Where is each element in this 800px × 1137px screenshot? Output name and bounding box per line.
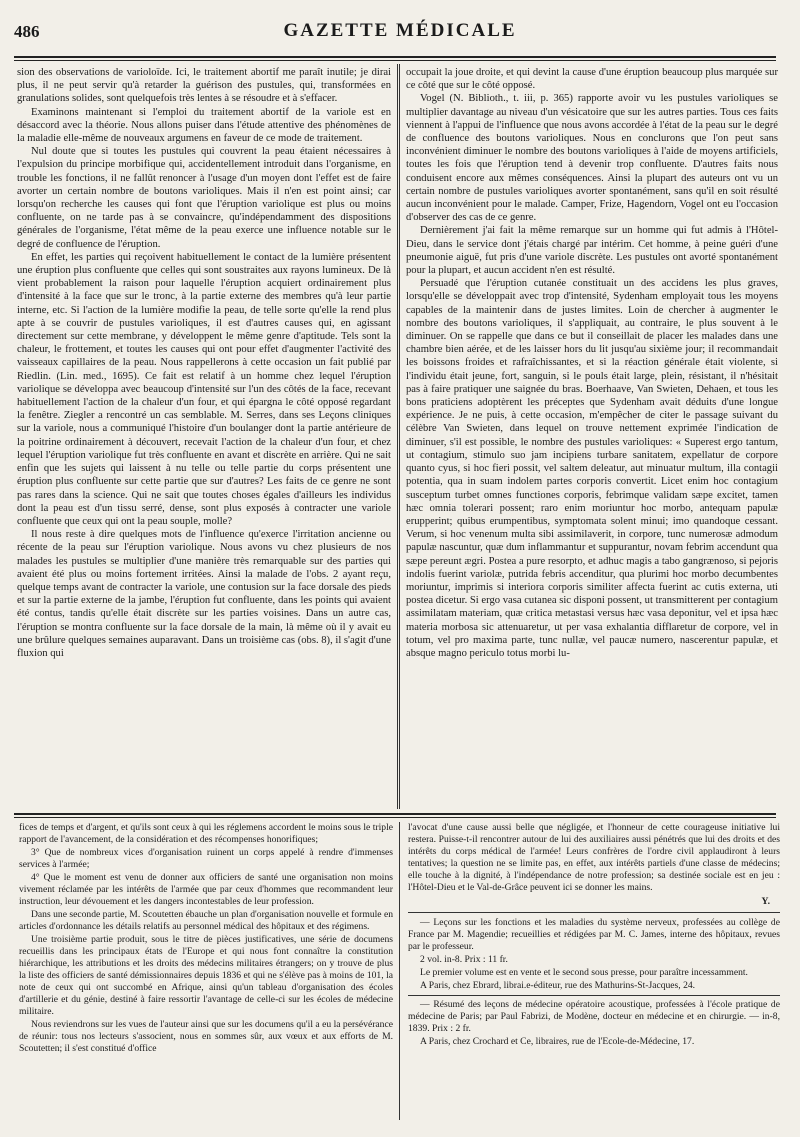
paragraph: Examinons maintenant si l'emploi du traitement abortif de la variole est en désaccord avec la théorie. Nous allons puiser dans l'étude attentive des phénomènes de la maladie elle-même de nouveaux argumens en faveur de ce mode de traitement. xyxy=(17,106,391,145)
lower-left-column xyxy=(19,822,393,1124)
bibliography-publisher: A Paris, chez Crochard et Ce, libraires, rue de l'Ecole-de-Médecine, 17. xyxy=(420,1036,695,1047)
page-header xyxy=(0,18,800,52)
author-initial: Y. xyxy=(761,896,770,907)
paragraph: 3° Que de nombreux vices d'organisation ruinent un corps appelé à rendre d'immenses services à l'armée; xyxy=(19,847,393,870)
lower-right-column xyxy=(408,822,780,1124)
paragraph: Dans une seconde partie, M. Scoutetten ébauche un plan d'organisation nouvelle et formule en articles d'ordonnance les détails relatifs au personnel médical des hôpitaux et des régimens. xyxy=(19,909,393,932)
paragraph: Dernièrement j'ai fait la même remarque sur un homme qui fut admis à l'Hôtel-Dieu, dans le service dont j'étais chargé par intérim. Cet homme, à peine guéri d'une pneumonie aiguë, fut pris d'une variole discrète. Les pustules ont avorté spontanément pour la plupart, et aucun accident n'en est résulté. xyxy=(406,225,778,277)
paragraph: sion des observations de varioloïde. Ici, le traitement abortif me paraît inutile; je dirai plus, il ne peut servir qu'à retarder la guérison des pustules, qui, transformées en granulations solides, sont quelquefois très lentes à se résoudre et à s'effacer. xyxy=(17,67,391,105)
paragraph: fices de temps et d'argent, et qu'ils sont ceux à qui les réglemens accordent le moins sous le triple rapport de l'avancement, de la considération et des récompenses honorifiques; xyxy=(19,822,393,845)
paragraph: Il nous reste à dire quelques mots de l'influence qu'exerce l'irritation ancienne ou récente de la peau sur l'éruption variolique. Nous avons vu chez plusieurs de nos malades les pustules se multiplier d'une manière très remarquable sur des parties qui avaient été plus ou moins fortement irritées. Ainsi la malade de l'obs. 2 ayant reçu, quelque temps avant de contracter la variole, une contusion sur la face dorsale des pieds et sur la partie externe de la jambe, l'éruption fut confluente, dans les points qui avaient été contus, tandis qu'elle était discrète sur les parties voisines. Dans un autre cas, l'éruption se montra confluente sur la face dorsale de la main, là même où il y avait eu une brûlure quelques semaines auparavant. Dans un troisième cas (obs. 8), il s'agit d'une fluxion qui xyxy=(17,529,391,659)
upper-right-column xyxy=(406,66,778,804)
header-rule xyxy=(14,56,776,58)
bibliography-entry: — Leçons sur les fonctions et les maladies du système nerveux, professées au collège de France par M. Magendie; recueillies et rédigées par M. C. James, interne des hôpitaux, revues par le professeur. xyxy=(408,917,780,952)
paragraph: 4° Que le moment est venu de donner aux officiers de santé une organisation non moins vivement réclamée par les intérêts de l'armée que par ceux d'hommes que recommandent leur instruction, leur dévouement et les dangers incontestables de leur profession. xyxy=(19,872,393,907)
header-rule-thin xyxy=(14,60,776,61)
upper-left-column xyxy=(17,66,391,804)
paragraph: Une troisième partie produit, sous le titre de pièces justificatives, une série de documens recueillis dans les principaux états de l'Europe et qui nous font connaître la constitution hiérarchique, les attributions et les droits des médecins militaires étrangers; on y trouve de plus la liste des officiers de santé démissionnaires depuis 1836 et qui ne s'élève pas à moins de 101, la note de ceux qui ont succombé en Afrique, ainsi qu'un tableau d'organisation des écoles d'artillerie et du génie, destiné à faire ressortir l'avantage de celle-ci sur les écoles de médecine militaire. xyxy=(19,934,393,1017)
column-separator xyxy=(397,64,400,809)
section-rule-thin xyxy=(14,817,776,818)
bibliography-publisher: A Paris, chez Ebrard, librai.e-éditeur, rue des Mathurins-St-Jacques, 24. xyxy=(420,980,696,991)
bibliography-rule xyxy=(408,912,780,913)
paragraph: Nul doute que si toutes les pustules qui couvrent la peau étaient nécessaires à l'expulsion du principe morbifique qui, accidentellement introduit dans l'organisme, en trouble les fonctions, il ne fallût renoncer à l'usage d'un moyen dont l'effet est de faire avorter un certain nombre de boutons varioliques. Mais il n'en est point ainsi; car lorsqu'on recherche les causes qui font que l'éruption variolique est plus ou moins confluente, on ne tarde pas à se convaincre, qu'indépendamment des dispositions générales de l'organisme, l'état même de la peau exerce une influence notable sur le degré de confluence de l'éruption. xyxy=(17,146,391,250)
bibliography-rule xyxy=(408,995,780,996)
paragraph: occupait la joue droite, et qui devint la cause d'une éruption beaucoup plus marquée sur ce côté que sur le côté opposé. xyxy=(406,67,778,92)
paragraph: Persuadé que l'éruption cutanée constituait un des accidens les plus graves, lorsqu'elle se développait avec trop d'intensité, Sydenham employait tous les moyens capables de la maintenir dans de justes limites. Loin de chercher à augmenter le nombre des boutons varioliques, il s'appliquait, au contraire, le plus souvent à le diminuer. On se rappelle que dans ce but il conseillait de placer les malades dans une chambre bien aérée, et de les laisser hors du lit jusqu'au sixième jour; il recommandait les boissons froides et rafraîchissantes, et si la réaction générale était violente, si l'individu était jeune, fort, sanguin, si le pouls était large, plein, résistant, il n'hésitait pas à faire pratiquer une saignée du bras. Boerhaave, Van Swieten, Dehaen, et tous les bons praticiens adoptèrent les préceptes que Sydenham avait déduits d'une longue expérience. Je ne puis, à cette occasion, m'empêcher de citer le passage suivant du célèbre Van Swieten, dans lequel on trouve nettement exprimée l'indication de diminuer, s'il est possible, le nombre des pustules varioliques: « Superest ergo tantum, ut contagium, stimulo suo jam incipiens turbare sanitatem, expellatur de corpore quanto cyus, si hoc fieri possit, vel saltem deleatur, aut minuatur multum, illa contagii potentia, qua in suam indolem partes corporis convertit. Licet enim hoc contagium susceptum turbet omnes functiones corporis, febrimque validam sæpe excitet, tamen hæc omnia tolerari possent; raro enim moriuntur hoc morbo, antequam papulæ erupperint; quibus erumpentibus, symptomata solent minui; imo quandoque cessant. Verum, si hoc venenum multa sibi assimilaverit, in corpore, tunc numerosæ admodum papulæ nascuntur, quæ dum inflammantur et suppurantur, novam febrim accendunt qua sæpe pereunt ægri. Postea a pure resorpto, et adhuc magis a tabo gangrænoso, si pejoris indolis fuerint variolæ, putrida febris accenditur, qua plurimi hoc morbo decumbentes moriuntur, imprimis si interiora corporis similiter affecta fuerint ac cutis externa, uti postea dicetur. Si ergo vasa cutanea sic disponi possent, ut transmitterent per contagium assimilatam materiam, quæ critica metastasi versus hæc vasa deponitur, vel et ipsa hæc materia morbosa sic attenuaretur, ut per vasa exhalantia difflaretur de corpore, vel in totum, vel pro maxima parte, tunc nullæ, vel paucæ numero, nascerentur papulæ, et absque magno periculo totus morbi lu- xyxy=(406,278,778,659)
journal-title: GAZETTE MÉDICALE xyxy=(283,20,517,41)
bibliography-price: 2 vol. in-8. Prix : 11 fr. xyxy=(420,954,508,965)
section-rule xyxy=(14,813,776,815)
paragraph: Vogel (N. Biblioth., t. iii, p. 365) rapporte avoir vu les pustules varioliques se multiplier davantage au niveau d'un vésicatoire que sur les autres parties. Tous ces faits viennent à l'appui de l'influence que nous avons accordée à l'état de la peau sur le degré de confluence des boutons varioliques. Nous en conclurons que l'on peut sans inconvénient diminuer le nombre des boutons varioliques à l'aide de moyens artificiels, toutes les fois que l'éruption tend à devenir trop confluente. D'autres faits nous conduisent encore aux mêmes conséquences. Ainsi la plupart des auteurs ont vu un certain nombre de pustules varioliques avorter spontanément, sans qu'il en soit résulté aucun inconvénient pour le malade. Camper, Frize, Hagendorn, Vogel ont eu l'occasion d'observer des cas de ce genre. xyxy=(406,93,778,224)
paragraph: l'avocat d'une cause aussi belle que négligée, et l'honneur de cette courageuse initiative lui restera. Puisse-t-il rencontrer autour de lui des auxiliaires aussi pénétrés que lui des droits et des intérêts du corps médical de l'armée! Leurs confrères de l'ordre civil applaudiront à leurs tentatives; la question ne se limite pas, en effet, aux intérêts partiels d'une classe de médecins; elle touche à la dignité, à l'indépendance de notre profession; sa destinée sociale est en jeu : l'Hôtel-Dieu et le Val-de-Grâce peuvent ici se donner les mains. xyxy=(408,822,780,893)
paragraph: Nous reviendrons sur les vues de l'auteur ainsi que sur les documens qu'il a eu la persévérance de réunir: tous nos lecteurs s'associent, nous en sommes sûr, aux vœux et aux efforts de M. Scoutetten; il s'est constitué d'office xyxy=(19,1019,393,1054)
paragraph: En effet, les parties qui reçoivent habituellement le contact de la lumière présentent une éruption plus confluente que celles qui sont soustraites aux rayons lumineux. De là vient probablement la raison pour laquelle l'éruption acquiert ordinairement plus d'intensité à la face que sur le tronc, à la partie externe des membres qu'à leur partie interne, etc. Si l'action de la lumière modifie la peau, de telle sorte qu'elle la rend plus apte à se couvrir de pustules varioliques, il est d'autres causes qui, en agissant directement sur cette membrane, y développent le même genre d'aptitude. Tels sont la chaleur, le frottement, et toutes les causes qui ont pour effet d'augmenter l'activité des vaisseaux capillaires de la peau. Nous rappellerons à cette occasion un fait publié par Riedlin. (Lin. med., 1695). Ce fait est relatif à un homme chez lequel l'éruption variolique se développa avec beaucoup d'intensité sur l'un des côtés de la face, recevant habituellement l'action de la chaleur d'un four, et qui épargna le côté opposé regardant la fenêtre. Ziegler a rencontré un cas semblable. M. Serres, dans ses Leçons cliniques sur la variole, nous a communiqué l'histoire d'un boulanger dont la partie antérieure de la poitrine ordinairement à découvert, recevait l'action de la chaleur d'un four, et chez lequel l'éruption variolique fut très confluente en avant et discrète en arrière. Qui ne sait enfin que les sujets qui laissent à nu telle ou telle partie du corps présentent une éruption plus confluente sur cette partie que sur d'autres? Les faits de ce genre ne sont pas rares dans la science. Qui ne sait que toutes choses égales d'ailleurs les individus dont la peau est d'un tissu serré, dense, sont plus exposés à contracter une variole confluente que ceux qui ont la peau souple, molle? xyxy=(17,251,391,527)
bibliography-entry: — Résumé des leçons de médecine opératoire acoustique, professées à l'école pratique de médecine de Paris; par Paul Fabrizi, de Modène, docteur en médecine et en chirurgie. — in-8, 1839. Prix : 2 fr. xyxy=(408,999,780,1034)
bibliography-note: Le premier volume est en vente et le second sous presse, pour paraître incessamment. xyxy=(420,967,748,978)
page-number: 486 xyxy=(14,22,40,41)
column-separator-lower xyxy=(399,822,400,1120)
